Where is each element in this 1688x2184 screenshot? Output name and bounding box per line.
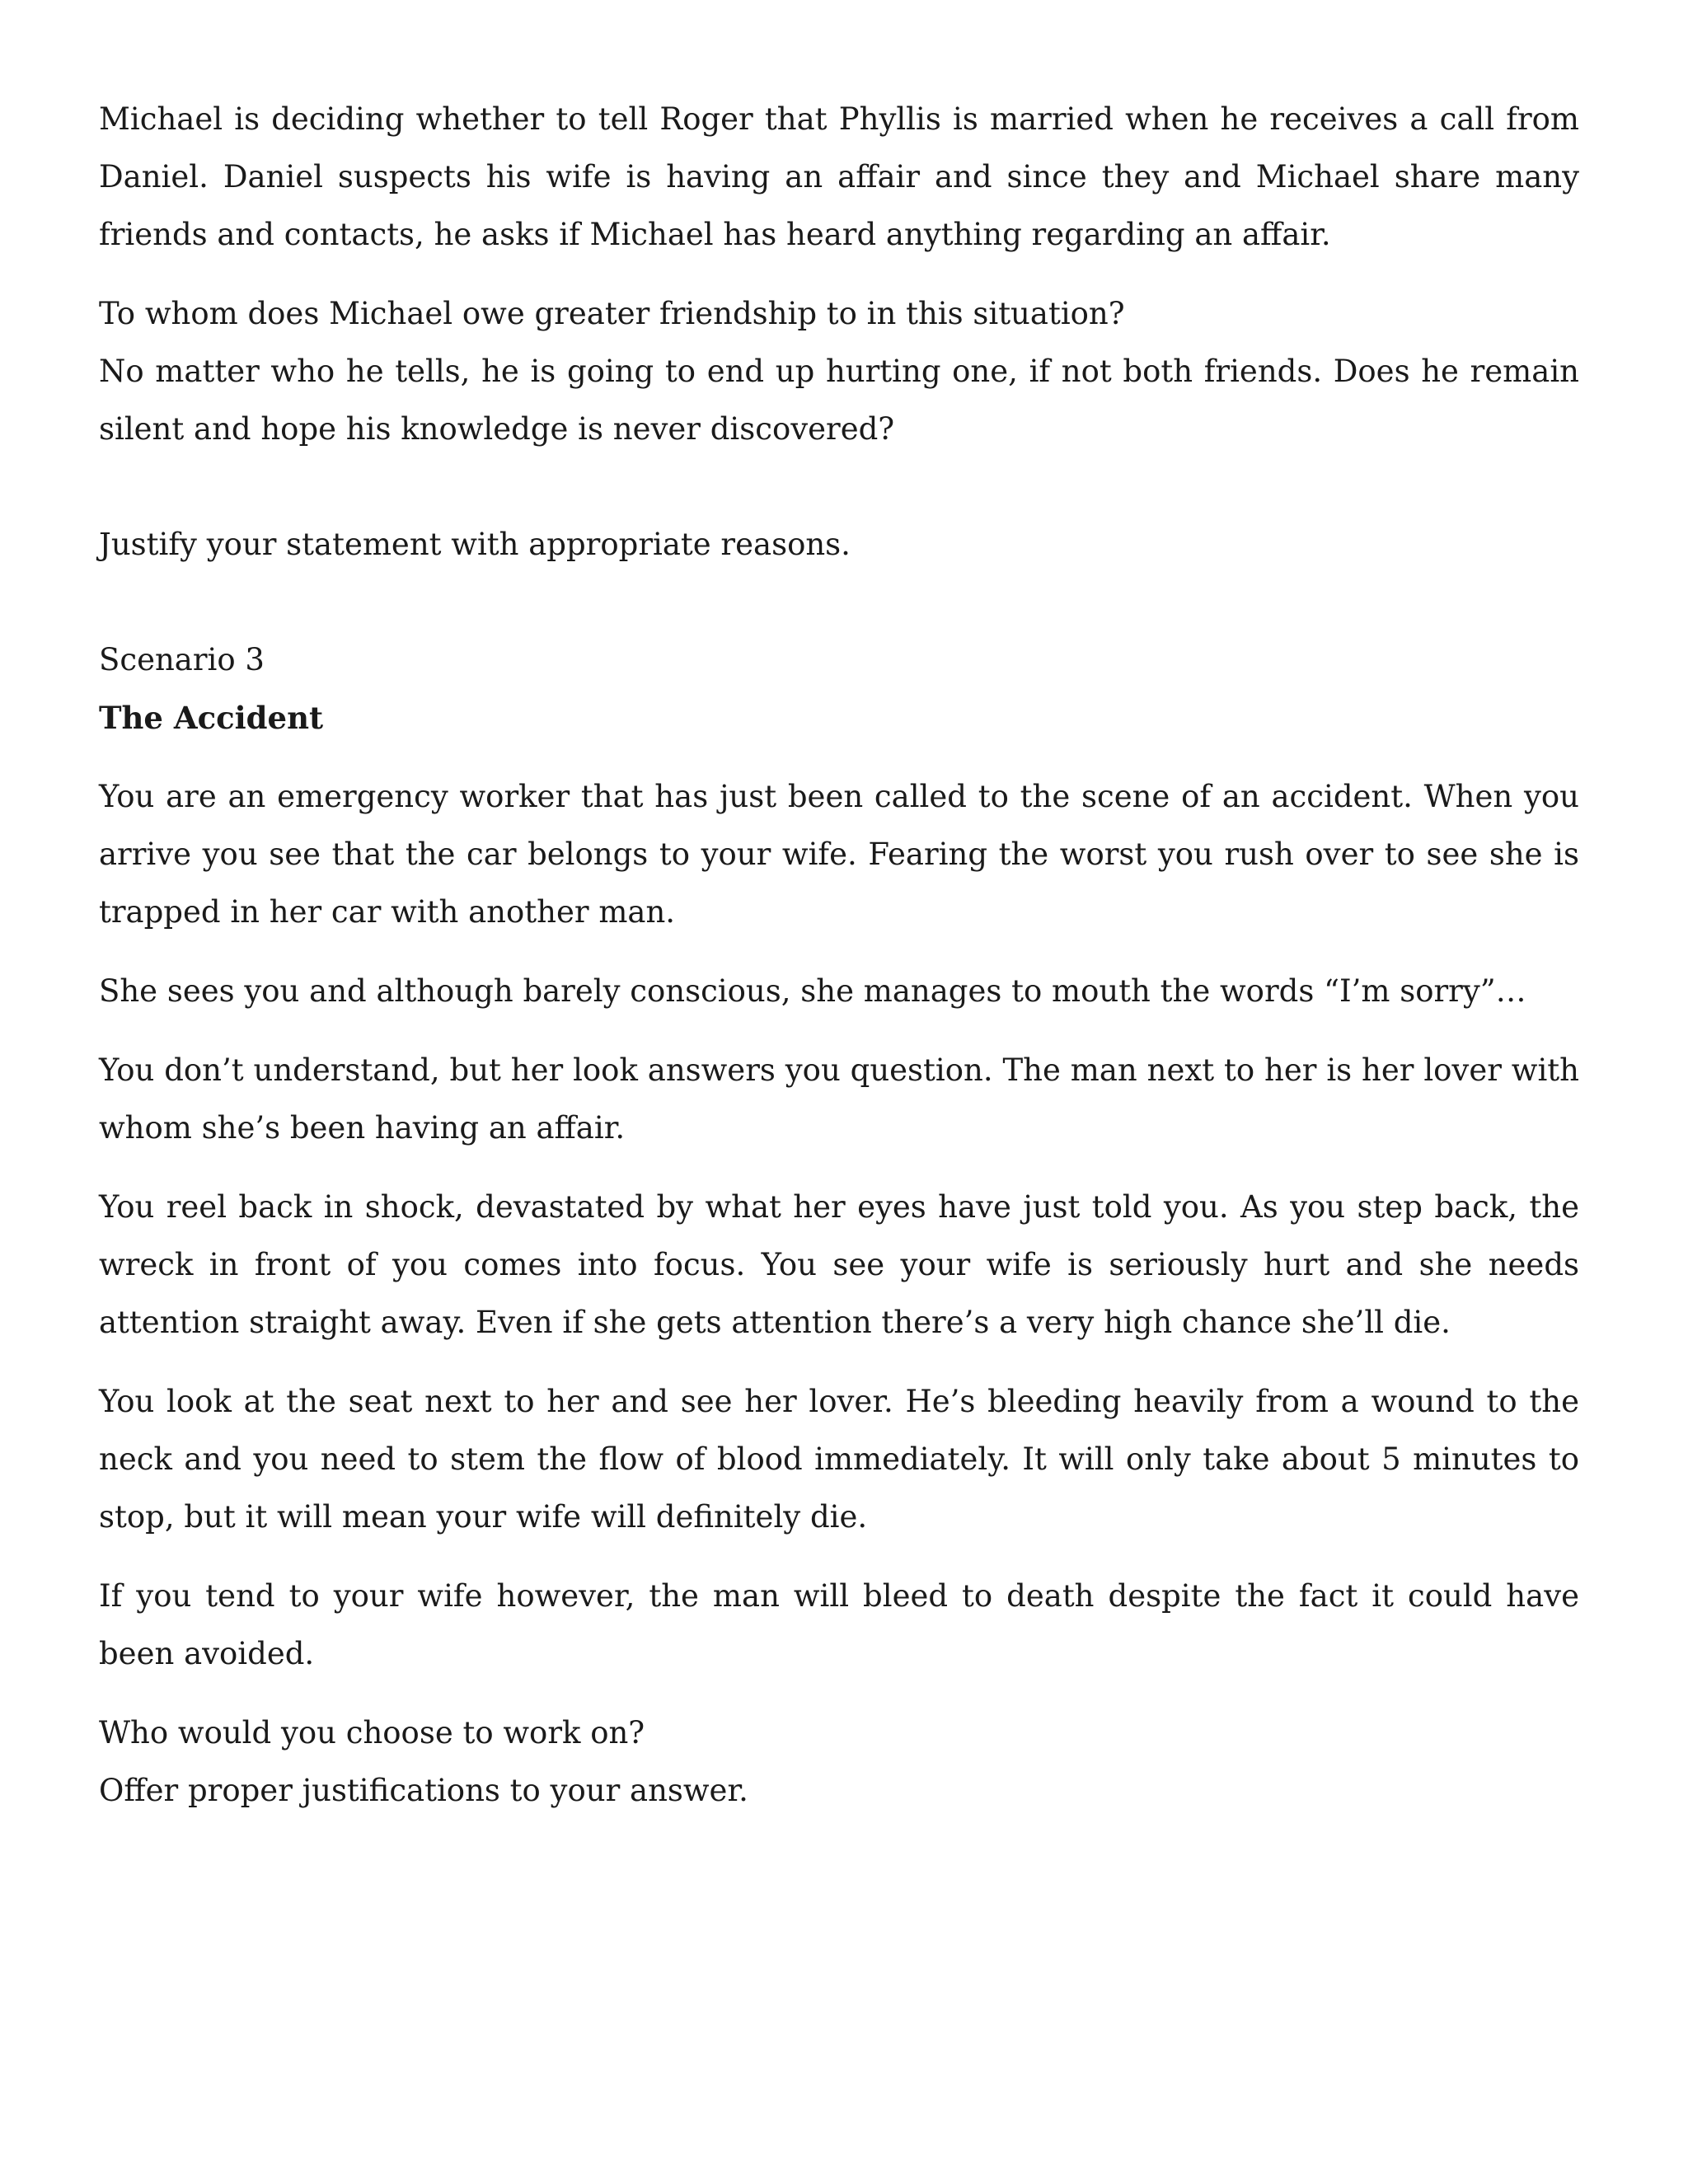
scenario3-paragraph: You reel back in shock, devastated by what her eyes have just told you. As you step back, the wreck in front of you comes into focus. You see your wife is seriously hurt and she needs attention straight away. Even if she gets attention there’s a very high chance she’ll die. <box>99 1189 1579 1340</box>
scenario3-paragraph: You look at the seat next to her and see her lover. He’s bleeding heavily from a wound to the neck and you need to stem the flow of blood immediately. It will only take about 5 minutes to stop, but it will mean your wife will definitely die. <box>99 1384 1579 1535</box>
scenario3-question: Who would you choose to work on? <box>99 1715 645 1750</box>
scenario3-instruction: Offer proper justifications to your answer. <box>99 1773 748 1808</box>
scenario2-question: To whom does Michael owe greater friendship to in this situation? <box>99 296 1125 331</box>
scenario-title: The Accident <box>99 700 324 736</box>
scenario2-dilemma: No matter who he tells, he is going to end up hurting one, if not both friends. Does he remain silent and hope his knowledge is never discovered? <box>99 354 1579 447</box>
scenario3-paragraph: If you tend to your wife however, the man will bleed to death despite the fact it could have been avoided. <box>99 1578 1579 1671</box>
document-page <box>99 91 1579 1820</box>
scenario3-paragraph: She sees you and although barely conscious, she manages to mouth the words “I’m sorry”… <box>99 973 1526 1009</box>
scenario2-intro: Michael is deciding whether to tell Roger that Phyllis is married when he receives a call from Daniel. Daniel suspects his wife is having an affair and since they and Michael share many friends and contacts, he asks if Michael has heard anything regarding an affair. <box>99 101 1579 252</box>
scenario-label: Scenario 3 <box>99 642 265 677</box>
scenario3-paragraph: You don’t understand, but her look answers you question. The man next to her is her lover with whom she’s been having an affair. <box>99 1052 1579 1146</box>
scenario2-instruction: Justify your statement with appropriate reasons. <box>99 527 851 562</box>
scenario3-paragraph: You are an emergency worker that has just been called to the scene of an accident. When you arrive you see that the car belongs to your wife. Fearing the worst you rush over to see she is trapped in her car with another man. <box>99 779 1579 930</box>
